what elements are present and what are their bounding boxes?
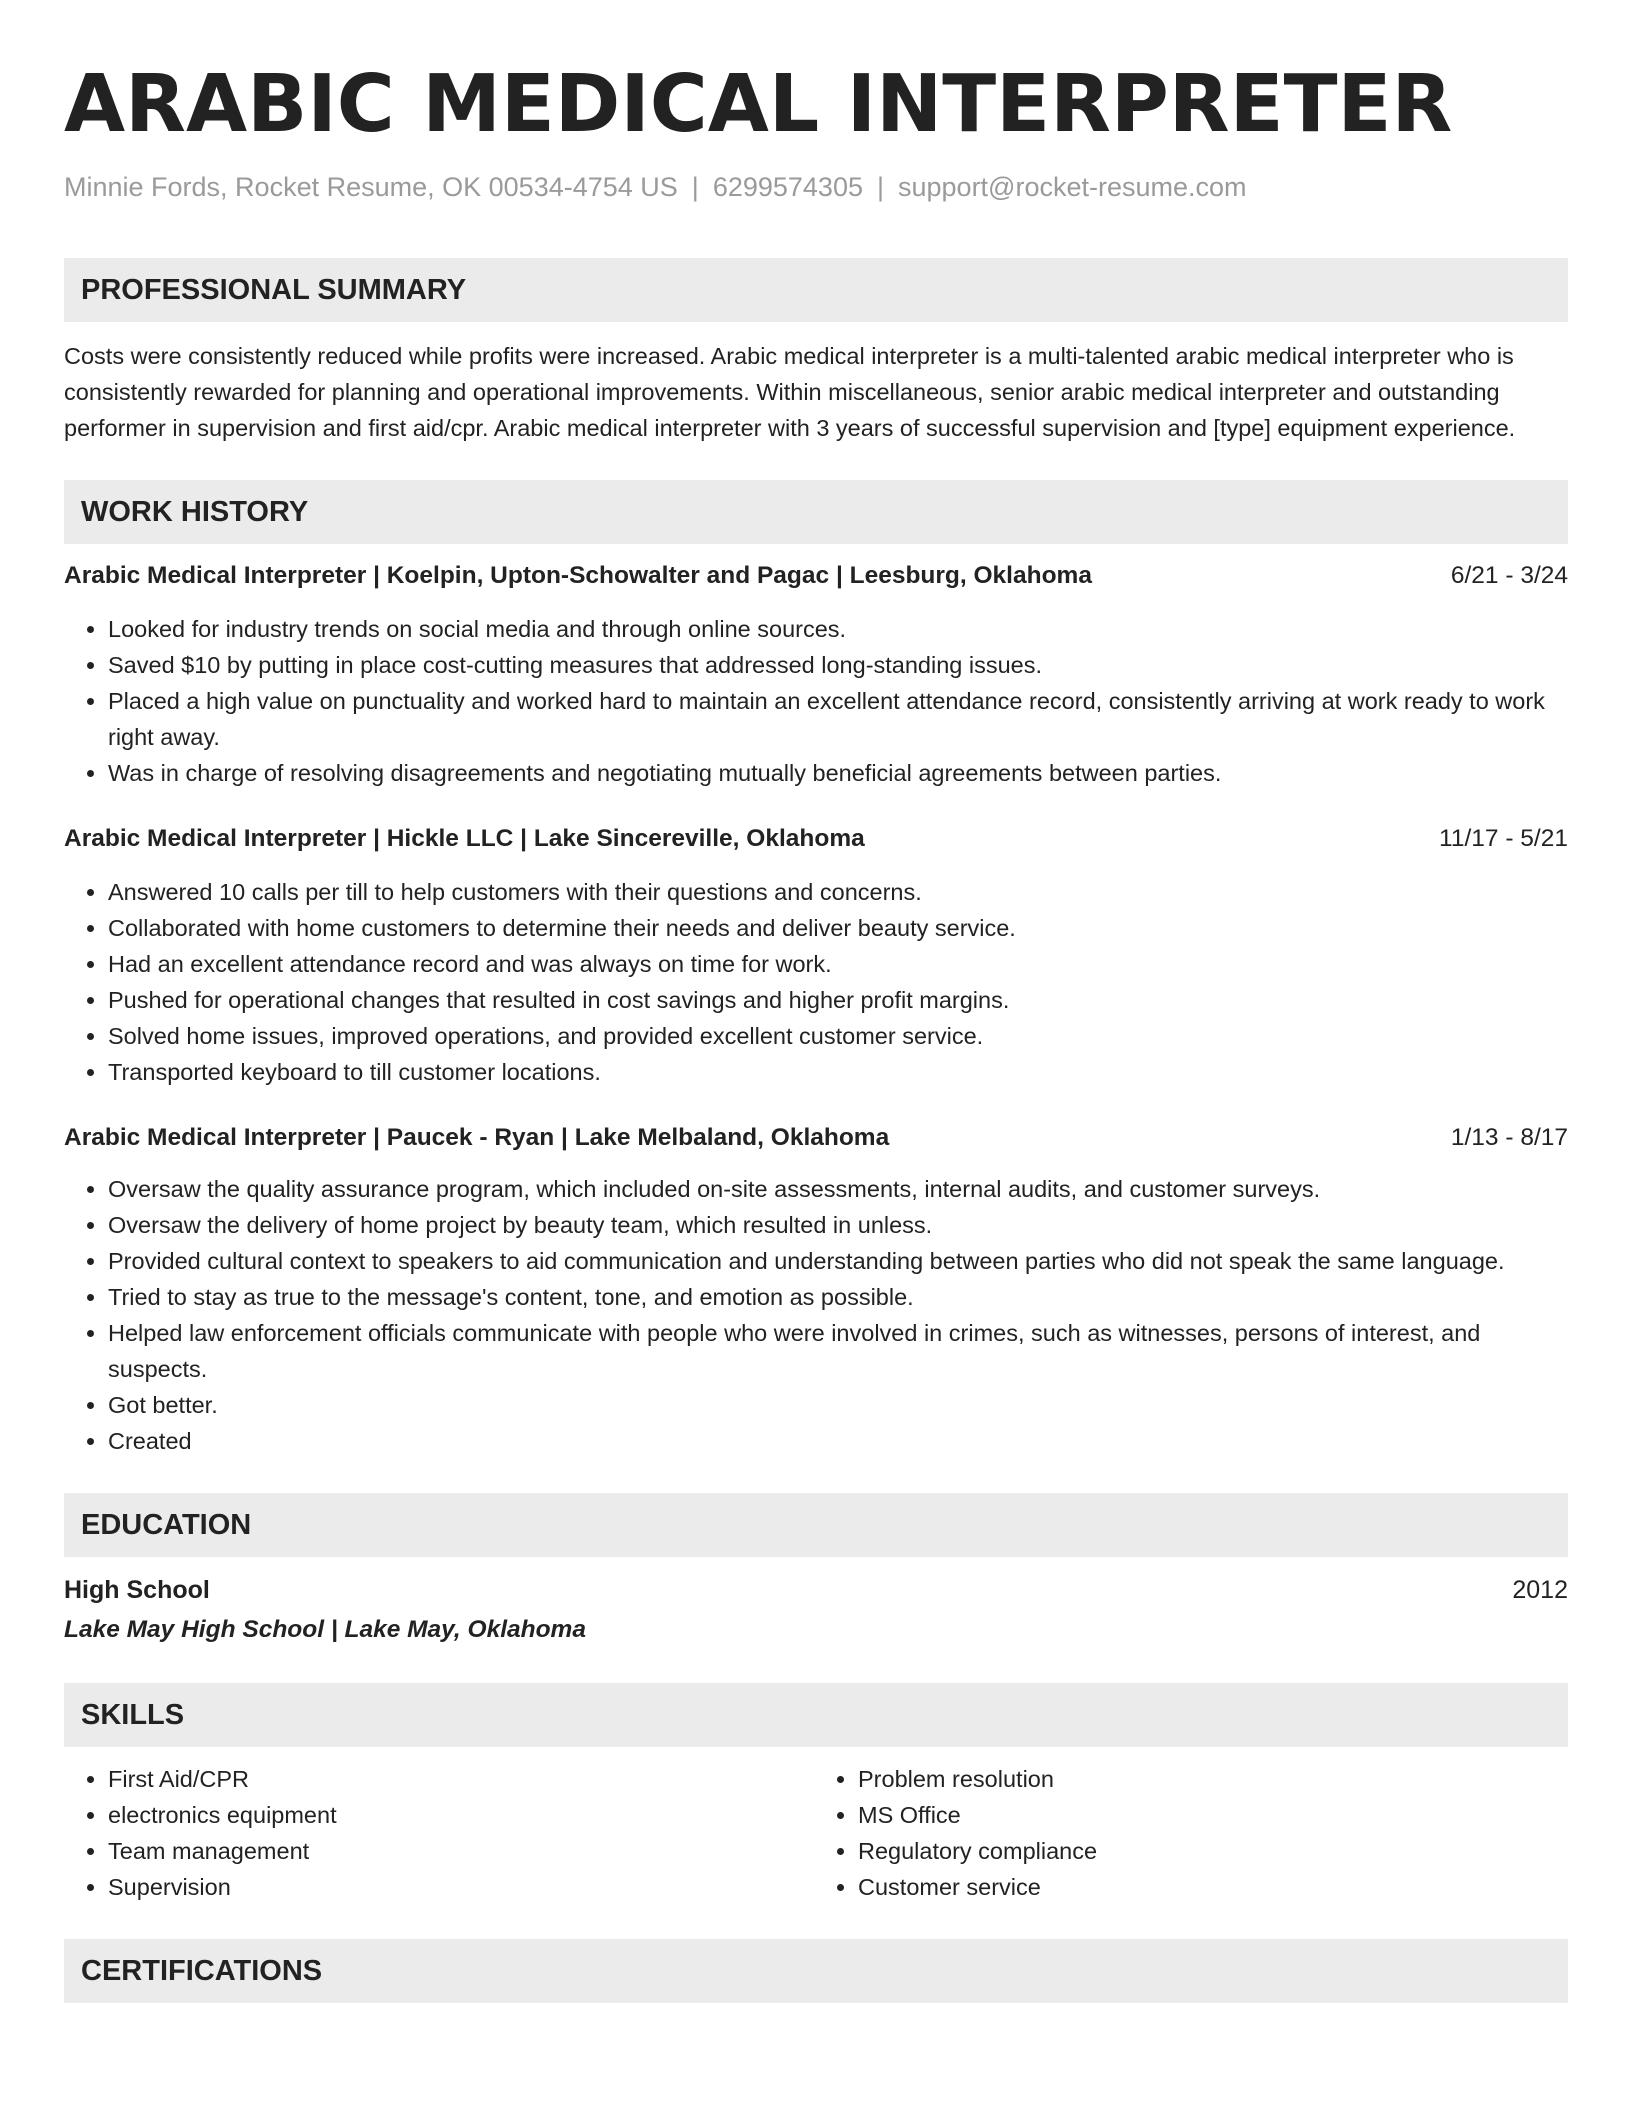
contact-separator: | xyxy=(876,172,884,202)
job-dates: 6/21 - 3/24 xyxy=(1450,562,1568,589)
skills-column-left xyxy=(64,1761,816,1905)
contact-email: support@rocket-resume.com xyxy=(898,172,1247,202)
education-header xyxy=(64,1573,1568,1607)
skill-item: • Problem resolution xyxy=(858,1761,1568,1797)
job-bullets xyxy=(64,1171,1568,1459)
job-entry xyxy=(64,1121,1568,1459)
contact-phone: 6299574305 xyxy=(712,172,863,202)
job-entry xyxy=(64,559,1568,791)
education-degree: High School xyxy=(64,1576,210,1604)
job-dates: 1/13 - 8/17 xyxy=(1450,1124,1568,1151)
job-title: Arabic Medical Interpreter | Hickle LLC | Lake Sincereville, Oklahoma xyxy=(64,825,865,852)
job-bullet: • Saved $10 by putting in place cost-cutting measures that addressed long-standing issues. xyxy=(108,647,1568,683)
section-heading-work: WORK HISTORY xyxy=(64,480,1568,544)
contact-separator: | xyxy=(691,172,699,202)
job-bullet: • Helped law enforcement officials communicate with people who were involved in crimes, such as witnesses, persons of interest, and suspects. xyxy=(108,1315,1568,1387)
job-title: Arabic Medical Interpreter | Paucek - Ryan | Lake Melbaland, Oklahoma xyxy=(64,1124,890,1151)
education-school: Lake May High School | Lake May, Oklahoma xyxy=(64,1616,586,1643)
job-bullet: • Placed a high value on punctuality and worked hard to maintain an excellent attendance record, consistently arriving at work ready to work right away. xyxy=(108,683,1568,755)
contact-address: Minnie Fords, Rocket Resume, OK 00534-4754 US xyxy=(64,172,678,202)
job-bullet: • Was in charge of resolving disagreements and negotiating mutually beneficial agreements between parties. xyxy=(108,755,1568,791)
section-heading-certifications: CERTIFICATIONS xyxy=(64,1939,1568,2003)
resume-name: ARABIC MEDICAL INTERPRETER xyxy=(64,58,1453,150)
section-heading-summary: PROFESSIONAL SUMMARY xyxy=(64,258,1568,322)
job-bullet: • Looked for industry trends on social media and through online sources. xyxy=(108,611,1568,647)
education-year: 2012 xyxy=(1512,1576,1568,1604)
summary-text: Costs were consistently reduced while profits were increased. Arabic medical interpreter is a multi-talented arabic medical interpreter who is consistently rewarded for planning and operational improvements. Within miscellaneous, senior arabic medical interpreter and outstanding performer in supervision and first aid/cpr. Arabic medical interpreter with 3 years of successful supervision and [type] equipment experience. xyxy=(64,343,1516,441)
job-bullet: • Transported keyboard to till customer locations. xyxy=(108,1054,1568,1090)
job-bullet: • Provided cultural context to speakers to aid communication and understanding between parties who did not speak the same language. xyxy=(108,1243,1568,1279)
job-entry xyxy=(64,822,1568,1090)
job-bullet: • Oversaw the quality assurance program, which included on-site assessments, internal audits, and customer surveys. xyxy=(108,1171,1568,1207)
section-heading-education: EDUCATION xyxy=(64,1493,1568,1557)
job-bullets xyxy=(64,611,1568,791)
job-bullet: • Solved home issues, improved operations, and provided excellent customer service. xyxy=(108,1018,1568,1054)
job-dates: 11/17 - 5/21 xyxy=(1439,825,1568,852)
job-bullets xyxy=(64,874,1568,1090)
job-header xyxy=(64,559,1568,593)
job-bullet: • Created xyxy=(108,1423,1568,1459)
skill-item: • First Aid/CPR xyxy=(108,1761,816,1797)
contact-line xyxy=(64,170,1568,204)
job-bullet: • Had an excellent attendance record and was always on time for work. xyxy=(108,946,1568,982)
job-bullet: • Pushed for operational changes that resulted in cost savings and higher profit margins. xyxy=(108,982,1568,1018)
skill-item: • Regulatory compliance xyxy=(858,1833,1568,1869)
job-bullet: • Got better. xyxy=(108,1387,1568,1423)
job-bullet: • Answered 10 calls per till to help customers with their questions and concerns. xyxy=(108,874,1568,910)
education-entry xyxy=(64,1573,1568,1647)
job-bullet: • Tried to stay as true to the message's content, tone, and emotion as possible. xyxy=(108,1279,1568,1315)
job-header xyxy=(64,822,1568,856)
job-bullet: • Collaborated with home customers to determine their needs and deliver beauty service. xyxy=(108,910,1568,946)
skill-item: • Team management xyxy=(108,1833,816,1869)
skills-list xyxy=(64,1761,816,1905)
job-header xyxy=(64,1121,1568,1155)
skill-item: • electronics equipment xyxy=(108,1797,816,1833)
skills-column-right xyxy=(816,1761,1568,1905)
skills-grid xyxy=(64,1761,1568,1905)
job-bullet: • Oversaw the delivery of home project by beauty team, which resulted in unless. xyxy=(108,1207,1568,1243)
skill-item: • Supervision xyxy=(108,1869,816,1905)
skills-list xyxy=(816,1761,1568,1905)
skill-item: • MS Office xyxy=(858,1797,1568,1833)
skill-item: • Customer service xyxy=(858,1869,1568,1905)
job-title: Arabic Medical Interpreter | Koelpin, Upton-Schowalter and Pagac | Leesburg, Oklahoma xyxy=(64,562,1092,589)
section-heading-skills: SKILLS xyxy=(64,1683,1568,1747)
